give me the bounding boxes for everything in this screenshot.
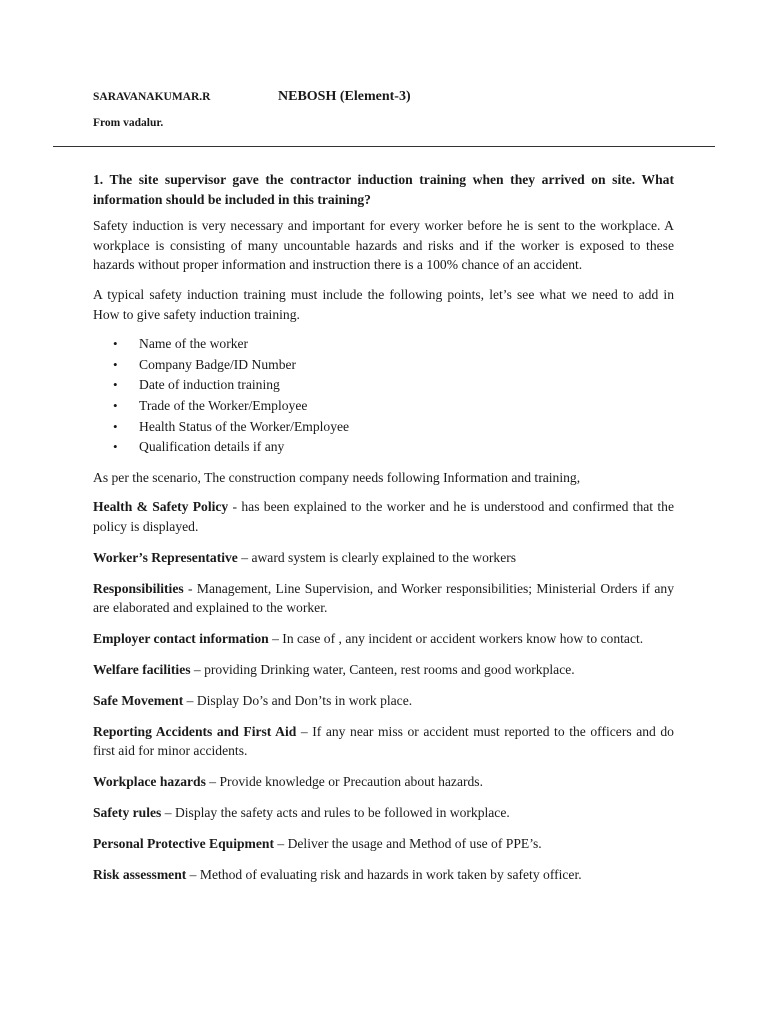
header-divider [53, 146, 715, 147]
topic-term: Safe Movement [93, 692, 184, 708]
list-item-text: Health Status of the Worker/Employee [139, 418, 350, 434]
topic-employer-contact [93, 629, 674, 649]
intro-paragraph: Safety induction is very necessary and important for every worker before he is sent to the workplace. A workplace is consisting of many uncountable hazards and risks and if the worker is exposed to these hazards without proper information and instruction there is a 100% chance of an accident. [93, 218, 674, 273]
scenario-paragraph: As per the scenario, The construction company needs following Information and training, [93, 469, 581, 485]
list-item [93, 396, 674, 417]
list-item [93, 334, 674, 355]
topic-workers-representative [93, 548, 674, 568]
topic-term: Risk assessment [93, 867, 187, 882]
list-item [93, 355, 674, 376]
topic-term: Workplace hazards [93, 774, 206, 790]
list-item-text: Name of the worker [139, 336, 249, 352]
topic-responsibilities [93, 579, 674, 618]
topic-text: – Method of evaluating risk and hazards in work taken by safety officer. [186, 867, 582, 882]
author-location: From vadalur. [93, 117, 164, 129]
list-item [93, 437, 674, 458]
topic-welfare-facilities [93, 660, 674, 680]
topic-term: Worker’s Representative [93, 549, 238, 565]
topic-safe-movement [93, 691, 674, 711]
topic-health-safety-policy [93, 497, 674, 536]
topic-text: – award system is clearly explained to the workers [237, 549, 517, 565]
bullet-icon: • [113, 356, 118, 372]
topic-term: Employer contact information [93, 631, 269, 647]
topic-workplace-hazards [93, 772, 674, 792]
list-item [93, 375, 674, 396]
document-body [93, 170, 674, 896]
topic-term: Reporting Accidents and First Aid [93, 723, 297, 739]
topic-term: Safety rules [93, 805, 162, 821]
topic-reporting-accidents [93, 722, 674, 761]
topic-text: - has been explained to the worker and he is understood and confirmed that the policy is displayed. [93, 499, 674, 534]
bullet-icon: • [113, 418, 118, 434]
list-item-text: Company Badge/ID Number [139, 356, 297, 372]
list-item-text: Qualification details if any [139, 439, 285, 455]
topic-text: – Display the safety acts and rules to be followed in workplace. [161, 805, 510, 821]
topic-ppe [93, 834, 674, 854]
bullet-icon: • [113, 336, 118, 352]
topic-safety-rules [93, 803, 674, 823]
bullet-icon: • [113, 439, 118, 455]
topic-text: – Display Do’s and Don’ts in work place. [183, 692, 413, 708]
author-name: SARAVANAKUMAR.R [93, 91, 211, 103]
topic-term: Welfare facilities [93, 662, 191, 678]
document-title: NEBOSH (Element-3) [278, 89, 411, 104]
list-item-text: Trade of the Worker/Employee [139, 397, 308, 413]
topic-text: – providing Drinking water, Canteen, rest rooms and good workplace. [190, 662, 575, 678]
topic-risk-assessment [93, 865, 674, 885]
topic-text: – In case of , any incident or accident workers know how to contact. [268, 631, 644, 647]
topic-term: Responsibilities [93, 580, 184, 596]
induction-points-list [93, 334, 674, 458]
document-header [93, 89, 693, 107]
topic-text: - Management, Line Supervision, and Worker responsibilities; Ministerial Orders if any are elaborated and explained to the worker. [93, 580, 674, 616]
question-heading: 1. The site supervisor gave the contractor induction training when they arrived on site. What information should be included in this training? [93, 172, 674, 207]
topic-text: – Deliver the usage and Method of use of PPE’s. [273, 836, 542, 852]
bullet-icon: • [113, 377, 118, 393]
topic-term: Personal Protective Equipment [93, 836, 274, 852]
topic-text: – Provide knowledge or Precaution about hazards. [205, 774, 483, 790]
intro-paragraph: A typical safety induction training must include the following points, let’s see what we need to add in How to give safety induction training. [93, 286, 674, 322]
topic-text: – If any near miss or accident must reported to the officers and do first aid for minor accidents. [93, 723, 674, 759]
topic-term: Health & Safety Policy [93, 499, 229, 515]
list-item [93, 417, 674, 438]
bullet-icon: • [113, 397, 118, 413]
list-item-text: Date of induction training [139, 377, 280, 393]
